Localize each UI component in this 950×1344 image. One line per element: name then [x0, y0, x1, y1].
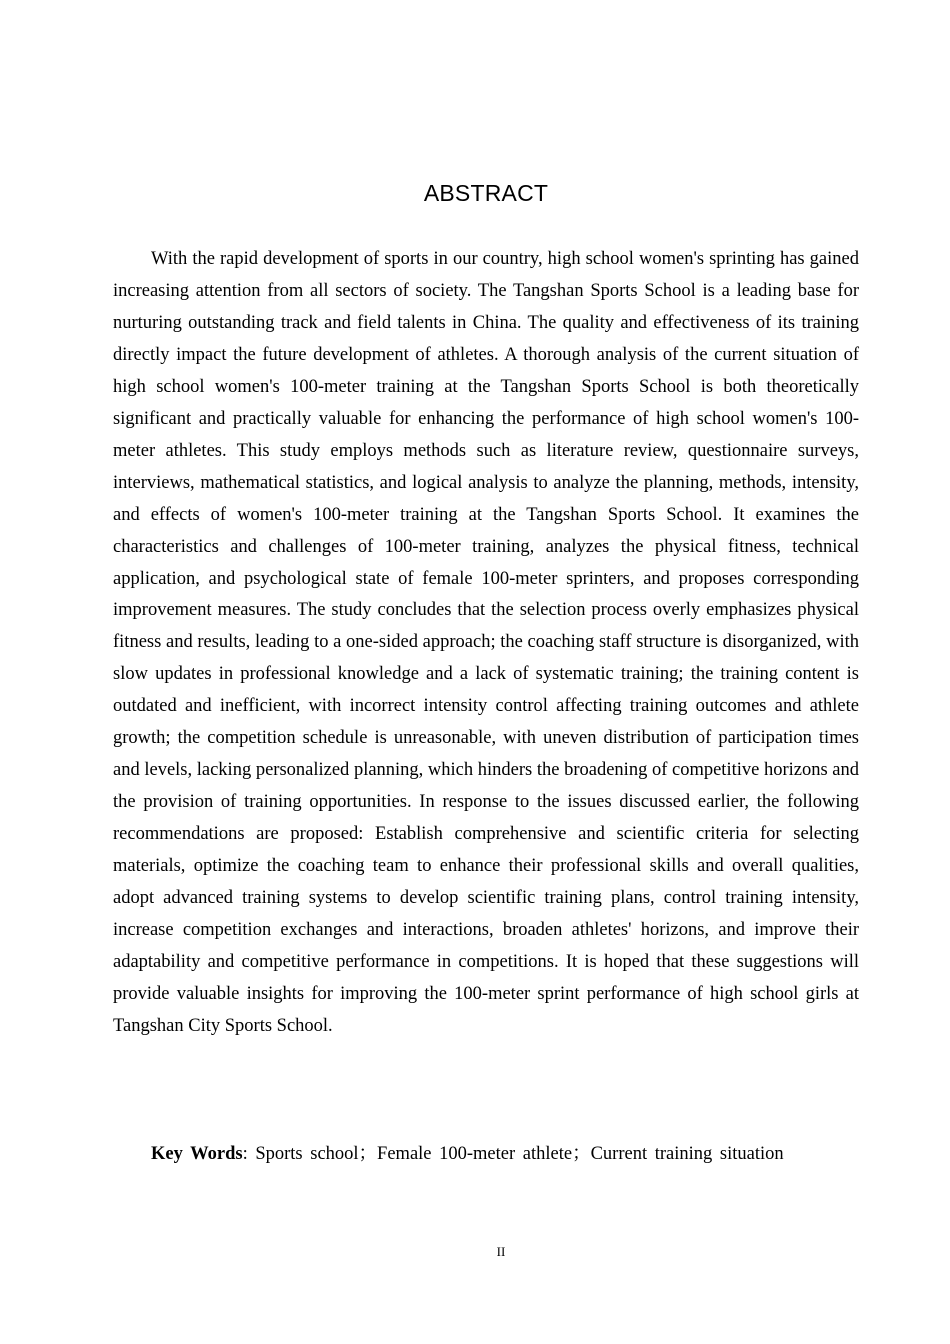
keywords-line: [151, 1138, 871, 1170]
abstract-body: With the rapid development of sports in our country, high school women's sprinting has gained increasing attention from all sectors of society. The Tangshan Sports School is a leading base for nurturing outstanding track and field talents in China. The quality and effectiveness of its training directly impact the future development of athletes. A thorough analysis of the current situation of high school women's 100-meter training at the Tangshan Sports School is both theoretically significant and practically valuable for enhancing the performance of high school women's 100-meter athletes. This study employs methods such as literature review, questionnaire surveys, interviews, mathematical statistics, and logical analysis to analyze the planning, methods, intensity, and effects of women's 100-meter training at the Tangshan Sports School. It examines the characteristics and challenges of 100-meter training, analyzes the physical fitness, technical application, and psychological state of female 100-meter sprinters, and proposes corresponding improvement measures. The study concludes that the selection process overly emphasizes physical fitness and results, leading to a one-sided approach; the coaching staff structure is disorganized, with slow updates in professional knowledge and a lack of systematic training; the training content is outdated and inefficient, with incorrect intensity control affecting training outcomes and athlete growth; the competition schedule is unreasonable, with uneven distribution of participation times and levels, lacking personalized planning, which hinders the broadening of competitive horizons and the provision of training opportunities. In response to the issues discussed earlier, the following recommendations are proposed: Establish comprehensive and scientific criteria for selecting materials, optimize the coaching team to enhance their professional skills and overall qualities, adopt advanced training systems to develop scientific training plans, control training intensity, increase competition exchanges and interactions, broaden athletes' horizons, and improve their adaptability and competitive performance in competitions. It is hoped that these suggestions will provide valuable insights for improving the 100-meter sprint performance of high school girls at Tangshan City Sports School.: [113, 249, 859, 1036]
abstract-title: ABSTRACT: [423, 180, 549, 206]
keywords-label: Key Words: [151, 1144, 243, 1164]
keywords-separator: :: [242, 1144, 256, 1164]
keywords-list: Sports school；Female 100-meter athlete；Current training situation: [255, 1144, 784, 1164]
page-number: II: [496, 1244, 506, 1259]
